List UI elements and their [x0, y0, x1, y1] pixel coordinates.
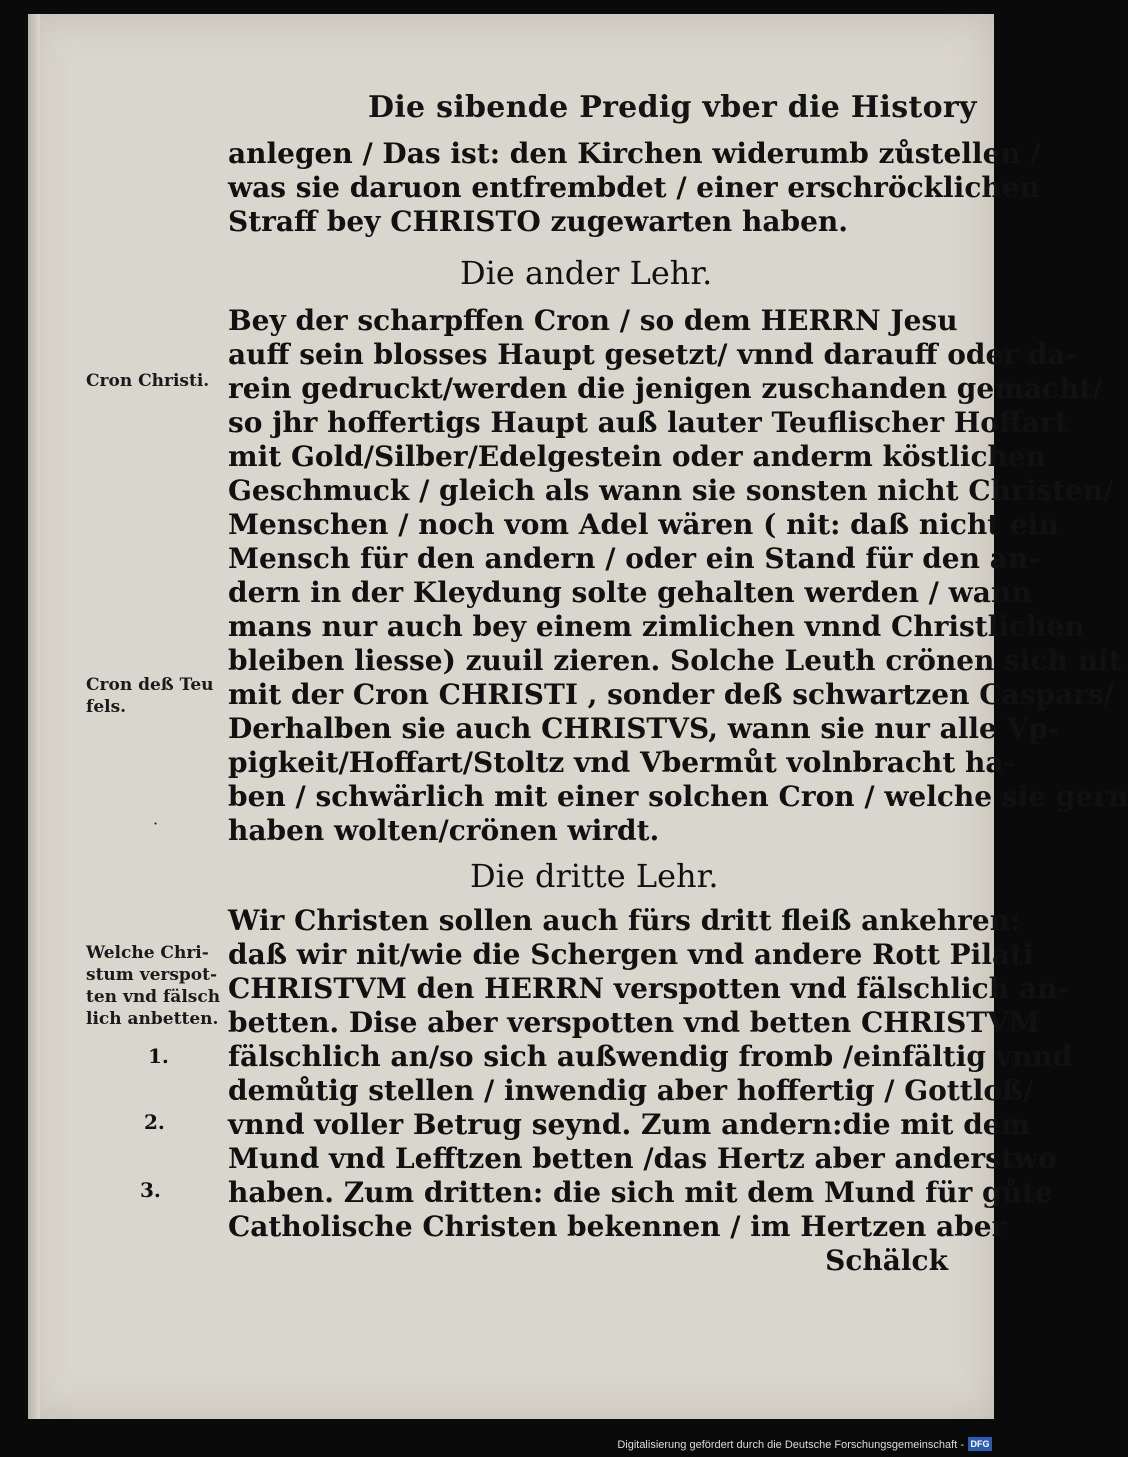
section-heading: Die dritte Lehr.	[470, 857, 719, 895]
digitization-credit: Digitalisierung gefördert durch die Deutsche Forschungsgemeinschaft -	[617, 1439, 964, 1451]
text-line: vnnd voller Betrug seynd. Zum andern:die mit dem	[228, 1108, 1031, 1141]
margin-note: Welche Chri- stum verspot- ten vnd fälsch lich anbetten.	[86, 943, 221, 1029]
margin-note: Cron deß Teu fels.	[86, 675, 214, 717]
section-heading: Die ander Lehr.	[460, 254, 713, 292]
text-line: mans nur auch bey einem zimlichen vnnd Christlichen	[228, 610, 1085, 643]
text-line: mit der Cron CHRISTI , sonder deß schwartzen Caspars/	[228, 678, 1114, 711]
dfg-logo: DFG	[968, 1437, 992, 1451]
catchword: Schälck	[825, 1244, 948, 1277]
text-line: daß wir nit/wie die Schergen vnd andere Rott Pilati	[228, 938, 1034, 971]
text-line: ben / schwärlich mit einer solchen Cron / welche sie gern	[228, 780, 1128, 813]
text-line: anlegen / Das ist: den Kirchen widerumb zůstellen /	[228, 137, 1041, 170]
text-line: betten. Dise aber verspotten vnd betten CHRISTVM	[228, 1006, 1040, 1039]
text-line: Geschmuck / gleich als wann sie sonsten nicht Christen/	[228, 474, 1114, 507]
text-line: CHRISTVM den HERRN verspotten vnd fälschlich an-	[228, 972, 1069, 1005]
text-line: pigkeit/Hoffart/Stoltz vnd Vbermůt volnbracht ha-	[228, 746, 1016, 779]
text-line: haben wolten/crönen wirdt.	[228, 814, 660, 847]
margin-number: 2.	[144, 1110, 165, 1134]
margin-note: Cron Christi.	[86, 371, 210, 391]
book-page	[28, 14, 1128, 1419]
running-header: Die sibende Predig vber die History	[368, 90, 977, 125]
text-line: Mund vnd Lefftzen betten /das Hertz aber anderstwo	[228, 1142, 1057, 1175]
text-line: Catholische Christen bekennen / im Hertzen aber	[228, 1210, 1007, 1243]
text-line: haben. Zum dritten: die sich mit dem Mund für gůte	[228, 1176, 1053, 1209]
text-line: mit Gold/Silber/Edelgestein oder anderm köstlichen	[228, 440, 1047, 473]
text-line: Straff bey CHRISTO zugewarten haben.	[228, 205, 848, 238]
ink-speck: ·	[153, 814, 159, 833]
text-line: Bey der scharpffen Cron / so dem HERRN Jesu	[228, 304, 958, 337]
text-line: demůtig stellen / inwendig aber hoffertig / Gottloß/	[228, 1074, 1034, 1107]
text-line: Wir Christen sollen auch fürs dritt fleiß ankehren:	[228, 904, 1021, 937]
text-line: fälschlich an/so sich außwendig fromb /einfältig vnnd	[228, 1040, 1073, 1073]
margin-number: 1.	[148, 1044, 169, 1068]
text-line: bleiben liesse) zuuil zieren. Solche Leuth crönen sich nit	[228, 644, 1122, 677]
text-line: was sie daruon entfrembdet / einer erschröcklichen	[228, 171, 1040, 204]
text-line: rein gedruckt/werden die jenigen zuschanden gemacht/	[228, 372, 1103, 405]
page-edge	[28, 14, 40, 1419]
text-line: auff sein blosses Haupt gesetzt/ vnnd darauff oder da-	[228, 338, 1078, 371]
text-line: Menschen / noch vom Adel wären ( nit: daß nicht ein	[228, 508, 1059, 541]
margin-number: 3.	[140, 1178, 161, 1202]
text-line: Derhalben sie auch CHRISTVS, wann sie nur alle Vp-	[228, 712, 1060, 745]
text-line: Mensch für den andern / oder ein Stand für den an-	[228, 542, 1040, 575]
text-line: so jhr hoffertigs Haupt auß lauter Teuflischer Hoffart	[228, 406, 1068, 439]
text-line: dern in der Kleydung solte gehalten werden / wann	[228, 576, 1032, 609]
